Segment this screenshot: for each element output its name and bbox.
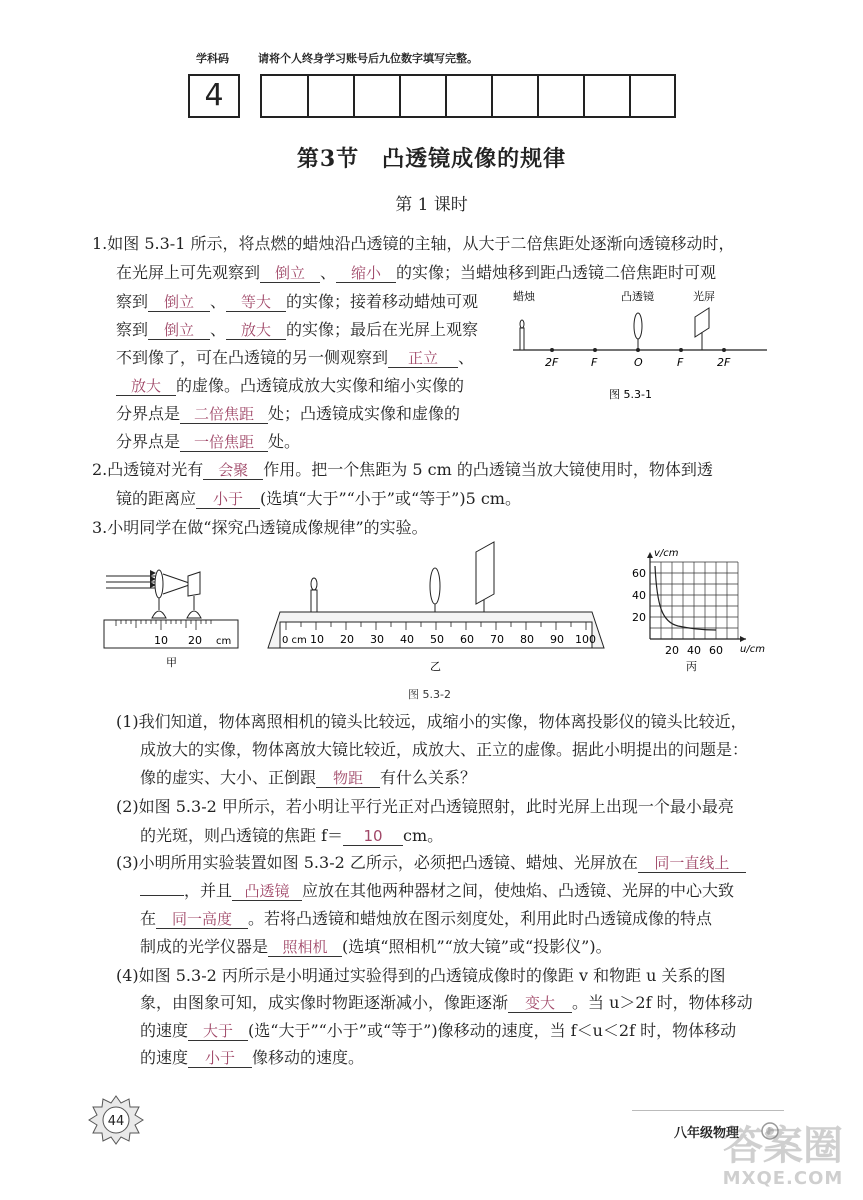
q3-p4-line3: 的速度 大于 (选“大于”“小于”或“等于”)像移动的速度，当 f＜u＜2f 时，物体移动 — [140, 1021, 737, 1040]
page-number: 44 — [107, 1114, 125, 1129]
fig1-tick-f-right: F — [677, 356, 684, 369]
q3-p4-answer-1: 变大 — [508, 994, 572, 1013]
fig1-flame — [520, 320, 524, 328]
q3-p4-answer-3: 小于 — [188, 1049, 252, 1068]
bing-label: 丙 — [686, 660, 697, 673]
q1-answer-10: 一倍焦距 — [180, 433, 268, 452]
account-box-dividers — [262, 76, 674, 116]
q1-answer-1: 倒立 — [260, 264, 320, 283]
fig1-tick-2f-right: 2F — [717, 356, 731, 369]
yi-tick-70: 70 — [490, 633, 504, 646]
q3-intro: 3.小明同学在做“探究凸透镜成像规律”的实验。 — [92, 518, 428, 537]
subject-code-label: 学科码 — [196, 52, 229, 65]
fig1-lens-label: 凸透镜 — [621, 290, 654, 303]
q1-line4: 察到 倒立 、 放大 的实像；最后在光屏上观察 — [116, 320, 479, 339]
bing-y40: 40 — [632, 589, 646, 602]
yi-lens — [430, 568, 440, 604]
bing-x20: 20 — [665, 644, 679, 657]
watermark — [708, 1124, 858, 1189]
yi-tick-40: 40 — [400, 633, 414, 646]
account-number-boxes[interactable] — [260, 74, 676, 118]
q3-p4-line2: 象，由图象可知，成实像时物距逐渐减小，像距逐渐 变大 。当 u＞2f 时，物体移动 — [140, 993, 753, 1012]
q3-p3-line4: 制成的光学仪器是 照相机 (选填“照相机”“放大镜”或“投影仪”)。 — [140, 937, 612, 956]
yi-tick-100: 100 — [575, 633, 596, 646]
yi-tick-10: 10 — [310, 633, 324, 646]
q3-p1-line1: (1)我们知道，物体离照相机的镜头比较远，成缩小的实像，物体离投影仪的镜头比较近， — [116, 712, 747, 731]
fig1-tick-2f-left: 2F — [545, 356, 559, 369]
bing-x40: 40 — [687, 644, 701, 657]
q3-p2-answer: 10 — [343, 827, 403, 846]
fig1-caption: 图 5.3-1 — [609, 388, 652, 401]
figure-5-3-2-yi — [262, 538, 612, 682]
yi-tick-50: 50 — [430, 633, 444, 646]
yi-tick-90: 90 — [550, 633, 564, 646]
jia-label: 甲 — [166, 656, 177, 669]
q3-p4-line4: 的速度 小于 像移动的速度。 — [140, 1048, 365, 1067]
q1-line2: 在光屏上可先观察到 倒立 、 缩小 的实像；当蜡烛移到距凸透镜二倍焦距时可观 — [116, 263, 717, 282]
q1-line5: 不到像了，可在凸透镜的另一侧观察到 正立 、 — [116, 348, 475, 367]
q3-p3-answer-1-cont — [140, 895, 184, 896]
yi-flame — [311, 578, 317, 590]
bing-ylabel: v/cm — [654, 548, 679, 559]
footer-book-title: 八年级物理 — [674, 1126, 740, 1141]
q3-p3-line2: ，并且 凸透镜 应放在其他两种器材之间，使烛焰、凸透镜、光屏的中心大致 — [140, 881, 734, 901]
fig1-screen-label: 光屏 — [693, 290, 715, 303]
q3-p2-line1: (2)如图 5.3-2 甲所示，若小明让平行光正对凸透镜照射，此时光屏上出现一个最小最亮 — [116, 797, 734, 816]
q1-line6: 放大 的虚像。凸透镜成放大实像和缩小实像的 — [116, 376, 464, 396]
yi-label: 乙 — [430, 660, 441, 673]
q2-answer-2: 小于 — [196, 490, 260, 509]
q3-p1-line3: 像的虚实、大小、正倒跟 物距 有什么关系？ — [140, 768, 477, 787]
q3-p3-answer-4: 照相机 — [268, 938, 342, 957]
jia-tick-10: 10 — [154, 634, 168, 647]
subject-code-box — [188, 74, 240, 118]
fig1-tick-f-left: F — [591, 356, 598, 369]
figure-5-3-1 — [505, 286, 775, 408]
q3-p4-answer-2: 大于 — [188, 1022, 248, 1041]
account-instruction: 请将个人终身学习账号后九位数字填写完整。 — [258, 52, 478, 65]
q3-p3-answer-3: 同一高度 — [156, 910, 248, 929]
q1-answer-7: 正立 — [388, 349, 458, 368]
yi-tick-20: 20 — [340, 633, 354, 646]
yi-screen — [476, 542, 494, 604]
bing-curve — [655, 566, 716, 630]
yi-tick-30: 30 — [370, 633, 384, 646]
q1-line8: 分界点是 一倍焦距 处。 — [116, 432, 301, 451]
fig2-caption: 图 5.3-2 — [408, 688, 451, 701]
q3-p1-answer: 物距 — [316, 769, 380, 788]
fig1-lens — [634, 313, 642, 339]
jia-tick-20: 20 — [188, 634, 202, 647]
yi-tick-0: 0 cm — [282, 635, 307, 646]
q3-p1-line2: 成放大的实像，物体离放大镜比较近，成放大、正立的虚像。据此小明提出的问题是： — [140, 740, 749, 759]
q2-line1: 2.凸透镜对光有 会聚 作用。把一个焦距为 5 cm 的凸透镜当放大镜使用时，物体到透 — [92, 460, 713, 479]
lesson-title: 第 1 课时 — [395, 195, 468, 215]
q1-line3: 察到 倒立 、 等大 的实像；接着移动蜡烛可观 — [116, 292, 479, 311]
jia-unit: cm — [216, 636, 232, 647]
figure-5-3-2-bing — [626, 546, 766, 676]
q1-answer-6: 放大 — [226, 321, 286, 340]
jia-lens — [155, 570, 163, 598]
figure-5-3-2-jia — [100, 562, 242, 682]
q3-p3-line3: 在 同一高度 。若将凸透镜和蜡烛放在图示刻度处，利用此时凸透镜成像的特点 — [140, 909, 713, 928]
q1-answer-8: 放大 — [116, 377, 176, 396]
q1-answer-4: 等大 — [226, 293, 286, 312]
bing-y20: 20 — [632, 611, 646, 624]
fig1-tick-o: O — [634, 356, 643, 369]
bing-xlabel: u/cm — [740, 644, 765, 655]
q2-answer-1: 会聚 — [203, 461, 263, 480]
bing-y60: 60 — [632, 567, 646, 580]
fig1-candle-label: 蜡烛 — [513, 290, 535, 303]
q1-line7: 分界点是 二倍焦距 处；凸透镜成实像和虚像的 — [116, 404, 461, 423]
page-number-badge — [86, 1094, 146, 1146]
q1-answer-3: 倒立 — [148, 293, 210, 312]
fig1-candle — [520, 328, 524, 350]
q1-answer-5: 倒立 — [148, 321, 210, 340]
yi-tick-80: 80 — [520, 633, 534, 646]
watermark-line1: 答案圈 — [723, 1123, 843, 1169]
subject-code-value: 4 — [204, 78, 224, 113]
bing-x60: 60 — [709, 644, 723, 657]
q3-p3-answer-1: 同一直线上 — [638, 854, 746, 873]
q3-p3-line1: (3)小明所用实验装置如图 5.3-2 乙所示，必须把凸透镜、蜡烛、光屏放在 同一直线上 — [116, 853, 746, 873]
q3-p3-answer-2: 凸透镜 — [232, 882, 302, 901]
watermark-line2: MXQE.COM — [722, 1168, 844, 1189]
q2-line2: 镜的距离应 小于 (选填“大于”“小于”或“等于”)5 cm。 — [116, 489, 521, 508]
q3-p4-line1: (4)如图 5.3-2 丙所示是小明通过实验得到的凸透镜成像时的像距 v 和物距 u 关系的图 — [116, 966, 726, 985]
yi-tick-60: 60 — [460, 633, 474, 646]
q1-answer-9: 二倍焦距 — [180, 405, 268, 424]
jia-screen — [188, 572, 200, 596]
q1-line1: 1.如图 5.3-1 所示，将点燃的蜡烛沿凸透镜的主轴，从大于二倍焦距处逐渐向透镜移动时， — [92, 234, 735, 253]
q1-answer-2: 缩小 — [336, 264, 396, 283]
footer-rule — [632, 1110, 784, 1111]
section-title: 第3节 凸透镜成像的规律 — [296, 146, 567, 172]
q3-p2-line2: 的光斑，则凸透镜的焦距 f＝ 10 cm。 — [140, 826, 444, 845]
